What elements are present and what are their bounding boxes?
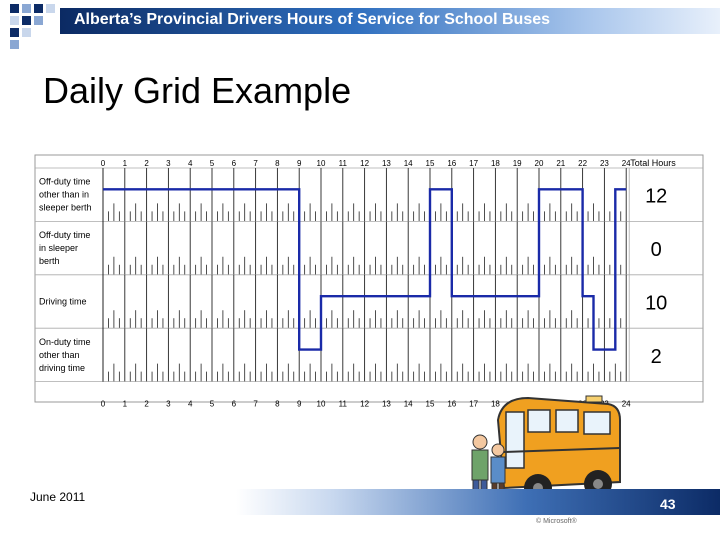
hour-label-top: 20: [534, 159, 544, 168]
hour-label-top: 4: [187, 159, 193, 168]
total-hours-header: Total Hours: [630, 158, 676, 168]
page-number: 43: [660, 496, 676, 512]
row-total: 12: [645, 185, 668, 208]
hour-label-top: 12: [360, 159, 370, 168]
hour-label-top: 5: [209, 159, 215, 168]
slide-title: Daily Grid Example: [43, 70, 352, 111]
hour-label-bottom: 0: [100, 399, 106, 409]
hour-label-bottom: 1: [122, 399, 128, 409]
hour-label-bottom: 7: [253, 399, 258, 409]
hour-label-top: 2: [144, 159, 149, 168]
row-label: On-duty time: [39, 336, 91, 347]
hour-label-top: 17: [469, 159, 479, 168]
hour-label-bottom: 16: [447, 399, 457, 409]
hour-label-top: 9: [296, 159, 302, 168]
hour-label-bottom: 17: [469, 399, 479, 409]
hour-label-top: 15: [425, 159, 435, 168]
row-total: 10: [645, 292, 668, 315]
row-label: Off-duty time: [39, 230, 91, 241]
hour-label-top: 21: [556, 159, 566, 168]
hour-label-top: 11: [338, 159, 347, 168]
hour-label-bottom: 14: [403, 399, 413, 409]
row-total: 0: [650, 239, 662, 262]
hour-label-bottom: 9: [296, 399, 302, 409]
hour-label-top: 1: [122, 159, 128, 168]
footer-bar: [236, 489, 720, 515]
hour-label-top: 13: [381, 159, 391, 168]
daily-log-grid-svg: [35, 155, 703, 409]
hour-label-top: 14: [403, 159, 413, 168]
hour-label-top: 16: [447, 159, 457, 168]
hour-label-bottom: 18: [490, 399, 500, 409]
row-total: 2: [650, 345, 662, 368]
footer-date: June 2011: [30, 490, 86, 504]
hour-label-bottom: 5: [209, 399, 215, 409]
hour-label-bottom: 8: [275, 399, 280, 409]
hour-label-bottom: 12: [360, 399, 370, 409]
hour-label-top: 24: [621, 159, 631, 168]
hour-label-top: 23: [599, 159, 609, 168]
hour-label-top: 3: [166, 159, 171, 168]
hour-label-top: 8: [275, 159, 280, 168]
hour-label-bottom: 4: [187, 399, 193, 409]
row-label: Off-duty time: [39, 176, 91, 187]
hour-label-bottom: 13: [381, 399, 391, 409]
decorative-squares: [0, 0, 60, 50]
row-label: Driving time: [39, 296, 87, 307]
hour-label-top: 18: [490, 159, 500, 168]
hour-label-bottom: 15: [425, 399, 435, 409]
header-title: Alberta’s Provincial Drivers Hours of Service for School Buses: [74, 11, 551, 28]
hour-label-top: 6: [231, 159, 237, 168]
hour-label-bottom: 11: [338, 399, 347, 409]
hour-label-bottom: 3: [166, 399, 171, 409]
hour-label-bottom: 2: [144, 399, 149, 409]
row-label: other than: [39, 349, 80, 360]
hour-label-bottom: 10: [316, 399, 326, 409]
row-label: other than in: [39, 189, 90, 200]
hour-label-top: 7: [253, 159, 258, 168]
hour-label-bottom: 6: [231, 399, 237, 409]
row-label: sleeper berth: [39, 202, 92, 213]
hour-label-bottom: 24: [621, 399, 631, 409]
clipart-copyright: © Microsoft®: [536, 518, 577, 525]
hour-label-top: 22: [578, 159, 588, 168]
daily-log-grid: [35, 155, 703, 409]
row-label: berth: [39, 256, 60, 267]
row-label: driving time: [39, 362, 86, 373]
hour-label-top: 0: [100, 159, 106, 168]
grid-border: [35, 155, 703, 402]
row-label: in sleeper: [39, 243, 79, 254]
hour-label-top: 10: [316, 159, 326, 168]
hour-label-top: 19: [512, 159, 522, 168]
